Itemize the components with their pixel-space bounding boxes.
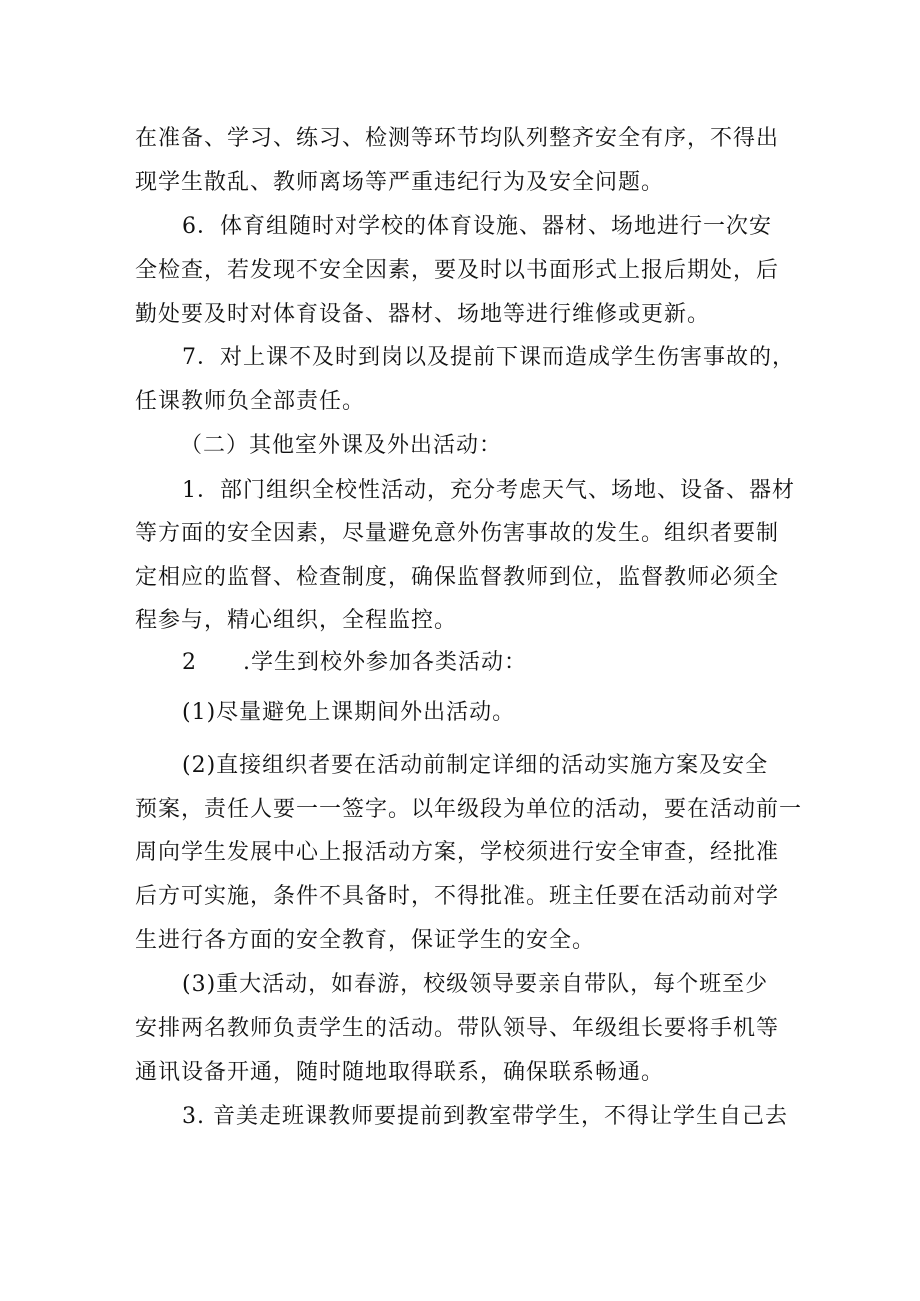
text-line: 通讯设备开通，随时随地取得联系，确保联系畅通。 [135,1060,665,1085]
text-line: 任课教师负全部责任。 [135,389,366,414]
text-line: 程参与，精心组织，全程监控。 [135,608,458,633]
text-line: 全检查，若发现不安全因素，要及时以书面形式上报后期处，后 [135,258,780,283]
text-line: 安排两名教师负责学生的活动。带队领导、年级组长要将手机等 [135,1016,780,1041]
text-line: 7．对上课不及时到岗以及提前下课而造成学生伤害事故的， [182,345,795,370]
text-line: 现学生散乱、教师离场等严重违纪行为及安全问题。 [135,170,665,195]
text-line: 定相应的监督、检查制度，确保监督教师到位，监督教师必须全 [135,565,780,590]
text-line: 预案，责任人要一一签字。以年级段为单位的活动，要在活动前一 [135,797,803,822]
text-line: 生进行各方面的安全教育，保证学生的安全。 [135,928,596,953]
section-heading: （二）其他室外课及外出活动： [180,433,503,458]
text-line: 在准备、学习、练习、检测等环节均队列整齐安全有序，不得出 [135,126,780,151]
text-line: 6．体育组随时对学校的体育设施、器材、场地进行一次安 [182,214,772,239]
text-line: 后方可实施，条件不具备时，不得批准。班主任要在活动前对学 [135,884,780,909]
text-line: 3. 音美走班课教师要提前到教室带学生，不得让学生自己去 [182,1104,788,1129]
text-line: 勤处要及时对体育设备、器材、场地等进行维修或更新。 [135,302,711,327]
text-line: (3)重大活动，如春游，校级领导要亲自带队，每个班至少 [182,972,769,997]
text-line: 1．部门组织全校性活动，充分考虑天气、场地、设备、器材 [182,478,795,503]
text-line: (1)尽量避免上课期间外出活动。 [182,700,516,725]
text-line: 2 .学生到校外参加各类活动： [182,650,527,675]
text-line: (2)直接组织者要在活动前制定详细的活动实施方案及安全 [182,753,769,778]
text-line: 周向学生发展中心上报活动方案，学校须进行安全审查，经批准 [135,840,780,865]
text-line: 等方面的安全因素，尽量避免意外伤害事故的发生。组织者要制 [135,521,780,546]
